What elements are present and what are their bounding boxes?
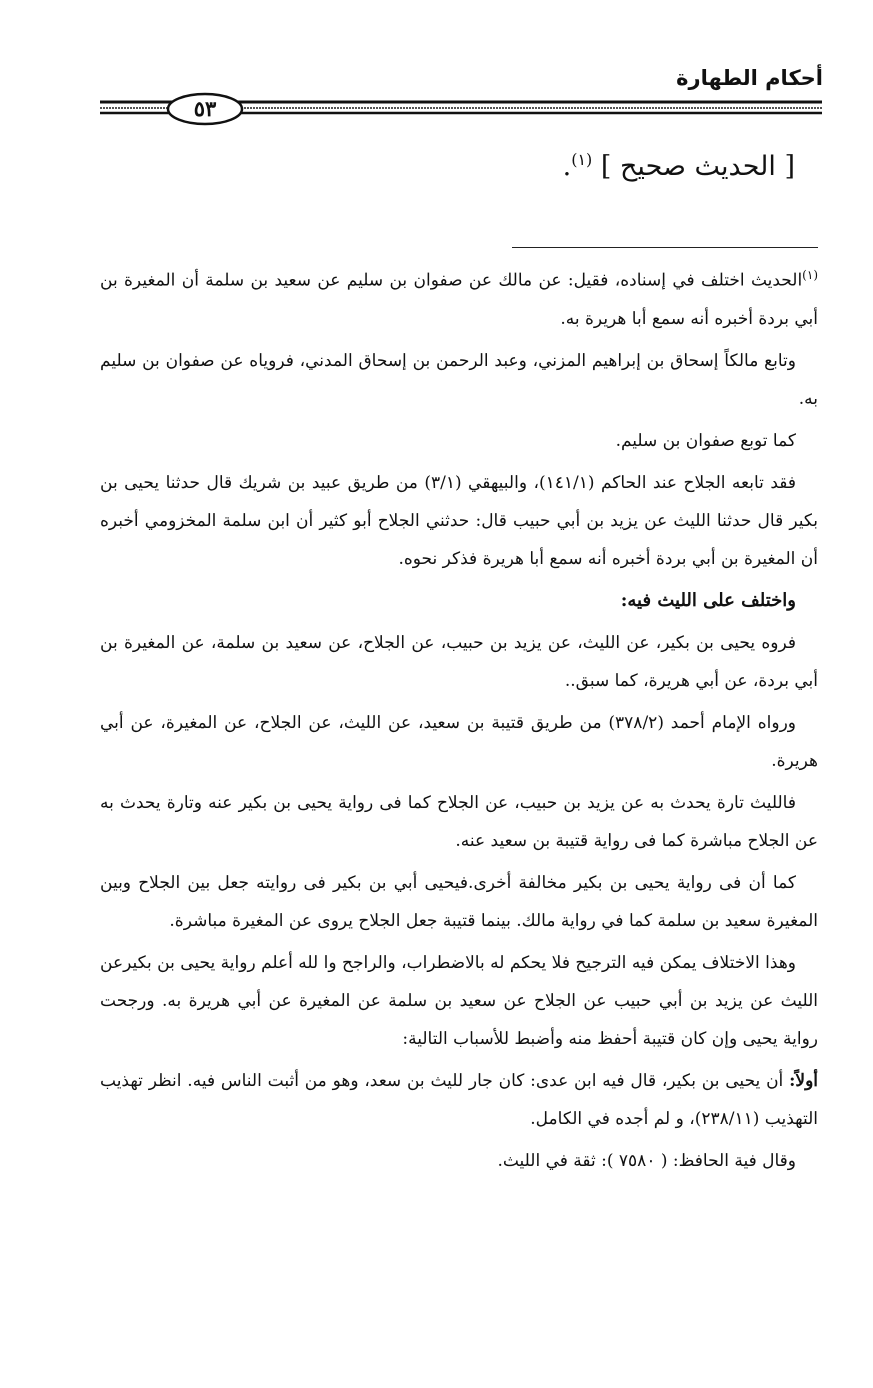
main-statement bbox=[563, 150, 795, 182]
page-number: ٥٣ bbox=[193, 96, 217, 121]
footnote-paragraph: $^{(١)}$الحديث اختلف في إسناده، فقيل: عن مالك عن صفوان بن سليم عن سعيد بن سلمة أن المغيرة بن أبي بردة أخبره أنه سمع أبا هريرة به. bbox=[100, 268, 818, 329]
first-point-label: أولاً: bbox=[789, 1070, 818, 1091]
footnote-paragraph: فقد تابعه الجلاح عند الحاكم (١٤١/١)، والبيهقي (٣/١) من طريق عبيد بن شريك قال حدثنا يحيى بن بكير قال حدثنا الليث عن يزيد بن أبي حبيب قال: حدثني الجلاح أبو كثير أن ابن سلمة المخزومي أخبره أن المغيرة بن أبي بردة أخبره أنه سمع أبا هريرة فذكر نحوه. bbox=[100, 472, 819, 569]
footnote-paragraph: ورواه الإمام أحمد (٣٧٨/٢) من طريق قتيبة بن سعيد، عن الليث، عن الجلاح، عن المغيرة، عن أبي هريرة. bbox=[100, 712, 818, 771]
running-title: أحكام الطهارة bbox=[676, 66, 823, 90]
footnote-separator bbox=[512, 247, 818, 248]
statement-text: [ الحديث صحيح ] bbox=[600, 151, 795, 182]
footnote-paragraph: فالليث تارة يحدث به عن يزيد بن حبيب، عن الجلاح كما فى رواية يحيى بن بكير عنه وتارة يحدث به عن الجلاح مباشرة كما فى رواية قتيبة بن سعيد عنه. bbox=[100, 792, 818, 851]
footnote-paragraph: وقال فية الحافظ: ( ٧٥٨٠ ): ثقة في الليث. bbox=[497, 1150, 796, 1171]
footnote-marker: (١) bbox=[802, 268, 818, 282]
footnote-paragraph: وتابع مالكاً إسحاق بن إبراهيم المزني، وعبد الرحمن بن إسحاق المدني، فروياه عن صفوان بن سليم به. bbox=[100, 350, 818, 409]
footnotes bbox=[100, 256, 818, 1184]
footnote-subheading: واختلف على الليث فيه: bbox=[620, 589, 796, 611]
footnote-paragraph: كما أن فى رواية يحيى بن بكير مخالفة أخرى.فيحيى أبي بن بكير فى روايته جعل بين الجلاح وبين المغيرة سعيد بن سلمة كما في رواية مالك. بينما قتيبة جعل الجلاح يروى عن المغيرة مباشرة. bbox=[100, 872, 818, 931]
footnote-reference: (١) bbox=[571, 150, 593, 169]
footnote-paragraph: فروه يحيى بن بكير، عن الليث، عن يزيد بن حبيب، عن الجلاح، عن سعيد بن سلمة، عن المغيرة بن أبي بردة، عن أبي هريرة، كما سبق.. bbox=[100, 632, 818, 691]
footnote-paragraph: وهذا الاختلاف يمكن فيه الترجيح فلا يحكم له بالاضطراب، والراجح وا لله أعلم رواية يحيى بن بكيرعن الليث عن يزيد بن أبي حبيب عن الجلاح عن سعيد بن سلمة عن المغيرة عن أبي هريرة به. ورجحت رواية يحيى وإن كان قتيبة أحفظ منه وأضبط للأسباب التالية: bbox=[100, 952, 818, 1049]
footnote-paragraph: كما توبع صفوان بن سليم. bbox=[615, 430, 796, 451]
statement-end: . bbox=[562, 151, 572, 182]
footnote-paragraph: أولاً: أن يحيى بن بكير، قال فيه ابن عدى: كان جار لليث بن سعد، وهو من أثبت الناس فيه. انظر تهذيب التهذيب (٢٣٨/١١)، و لم أجده في الكامل. bbox=[100, 1070, 818, 1129]
